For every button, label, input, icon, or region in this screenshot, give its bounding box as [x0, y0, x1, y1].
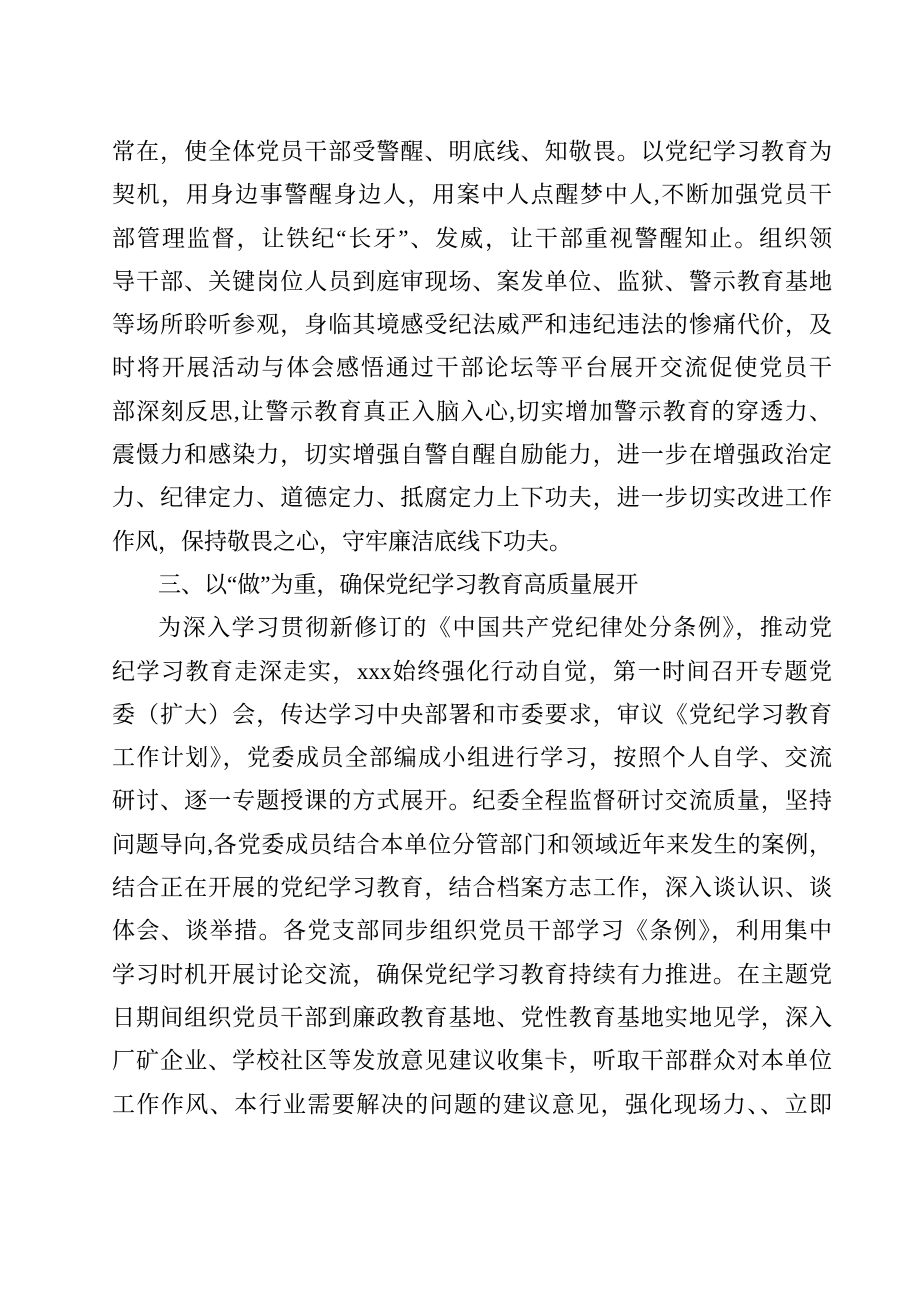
text-line: 部管理监督，让铁纪“长牙”、发威，让干部重视警醒知止。组织领 — [112, 225, 832, 251]
text-line: 纪学习教育走深走实，xxx始终强化行动自觉，第一时间召开专题党 — [112, 658, 832, 684]
text-line: 力、纪律定力、道德定力、抵腐定力上下功夫，进一步切实改进工作 — [112, 485, 832, 511]
text-line: 问题导向,各党委成员结合本单位分管部门和领域近年来发生的案例， — [112, 831, 832, 857]
text-line: 震慑力和感染力，切实增强自警自醒自励能力，进一步在增强政治定 — [112, 442, 832, 468]
text-line: 时将开展活动与体会感悟通过干部论坛等平台展开交流促使党员干 — [112, 355, 832, 381]
text-line: 厂矿企业、学校社区等发放意见建议收集卡，听取干部群众对本单位 — [112, 1048, 832, 1074]
text-line: 委（扩大）会，传达学习中央部署和市委要求，审议《党纪学习教育 — [112, 701, 832, 727]
text-line: 结合正在开展的党纪学习教育，结合档案方志工作，深入谈认识、谈 — [112, 875, 832, 901]
text-line: 等场所聆听参观，身临其境感受纪法威严和违纪违法的惨痛代价，及 — [112, 312, 832, 338]
text-line: 为深入学习贯彻新修订的《中国共产党纪律处分条例》，推动党 — [158, 615, 832, 641]
text-line: 作风，保持敬畏之心，守牢廉洁底线下功夫。 — [112, 528, 572, 554]
text-line: 导干部、关键岗位人员到庭审现场、案发单位、监狱、警示教育基地 — [112, 268, 832, 294]
text-line: 契机，用身边事警醒身边人，用案中人点醒梦中人,不断加强党员干 — [112, 182, 832, 208]
text-line: 日期间组织党员干部到廉政教育基地、党性教育基地实地见学，深入 — [112, 1004, 832, 1030]
text-line: 部深刻反思,让警示教育真正入脑入心,切实增加警示教育的穿透力、 — [112, 398, 832, 424]
text-line: 研讨、逐一专题授课的方式展开。纪委全程监督研讨交流质量，坚持 — [112, 788, 832, 814]
text-line: 学习时机开展讨论交流，确保党纪学习教育持续有力推进。在主题党 — [112, 961, 832, 987]
text-line: 工作计划》，党委成员全部编成小组进行学习，按照个人自学、交流 — [112, 745, 832, 771]
text-line: 工作作风、本行业需要解决的问题的建议意见，强化现场力、、立即 — [112, 1091, 832, 1117]
text-line: 体会、谈举措。各党支部同步组织党员干部学习《条例》，利用集中 — [112, 918, 832, 944]
section-heading: 三、以“做”为重，确保党纪学习教育高质量展开 — [158, 571, 639, 597]
text-line: 常在，使全体党员干部受警醒、明底线、知敬畏。以党纪学习教育为 — [112, 139, 832, 164]
